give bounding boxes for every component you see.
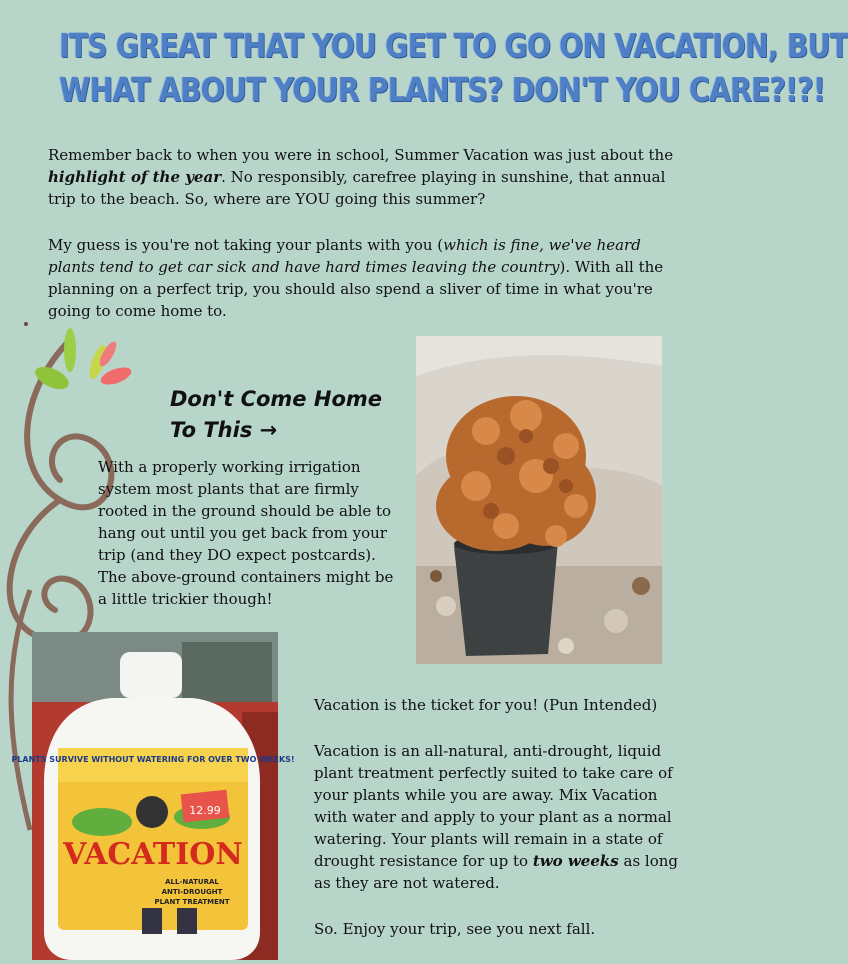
product-tagline: Vacation is the ticket for you! (Pun Intended)	[314, 696, 658, 714]
bottle-banner-text	[11, 755, 294, 764]
vacation-bottle-photo	[11, 632, 295, 960]
intro-p2-text-b: ). With all the planning on a perfect trip, you should also spend a sliver of time in what you're going to come home to.	[48, 258, 664, 320]
product-description	[314, 740, 694, 894]
bottle-brand-text: VACATION	[63, 837, 243, 872]
bottle-sub-3: PLANT TREATMENT	[154, 898, 230, 906]
intro-p2-text-a: My guess is you're not taking your plants with you (	[48, 236, 444, 254]
intro-p1-emphasis: highlight of the year	[48, 168, 222, 186]
bottle-banner-line: PLANTS SURVIVE WITHOUT WATERING FOR OVER TWO WEEKS!	[11, 755, 295, 764]
product-desc-text-b: as long as they are not watered.	[314, 852, 679, 892]
dried-plant-photo	[416, 336, 662, 664]
intro-p1-text-b: . No responsibly, carefree playing in sunshine, that annual trip to the beach. So, where are YOU going this summer?	[48, 168, 666, 208]
intro-p2-emphasis: which is fine, we've heard plants tend to get car sick and have hard times leaving the country	[48, 236, 641, 276]
callout-heading	[170, 384, 382, 446]
title-line-1: ITS GREAT THAT YOU GET TO GO ON VACATION, BUT	[59, 26, 848, 65]
intro-p1-text-a: Remember back to when you were in school, Summer Vacation was just about the	[48, 146, 674, 164]
bottle-sub-1: ALL-NATURAL	[165, 878, 219, 886]
price-sticker: 12.99	[189, 804, 221, 817]
closing-line: So. Enjoy your trip, see you next fall.	[314, 920, 596, 938]
bottle-sub-2: ANTI-DROUGHT	[161, 888, 223, 896]
intro-paragraph-1	[48, 144, 688, 210]
callout-line-1: Don't Come Home	[170, 387, 382, 411]
arrow-right-icon: →	[259, 418, 278, 442]
callout-line-2: To This	[170, 418, 253, 442]
intro-paragraph-2	[48, 234, 688, 322]
product-desc-text-a: Vacation is an all-natural, anti-drought, liquid plant treatment perfectly suited to take care of your plants while you are away. Mix Vacation with water and apply to your plant as a normal watering. Your plants will remain in a state of drought resistance for up to	[314, 742, 673, 870]
irrigation-paragraph: With a properly working irrigation system most plants that are firmly rooted in the ground should be able to hang out until you get back from your trip (and they DO expect postcards). The above-ground containers might be a little trickier though!	[98, 458, 394, 608]
product-desc-emphasis: two weeks	[532, 852, 619, 870]
title-line-2: WHAT ABOUT YOUR PLANTS? DON'T YOU CARE?!?!	[59, 70, 825, 109]
page-title	[59, 24, 848, 112]
